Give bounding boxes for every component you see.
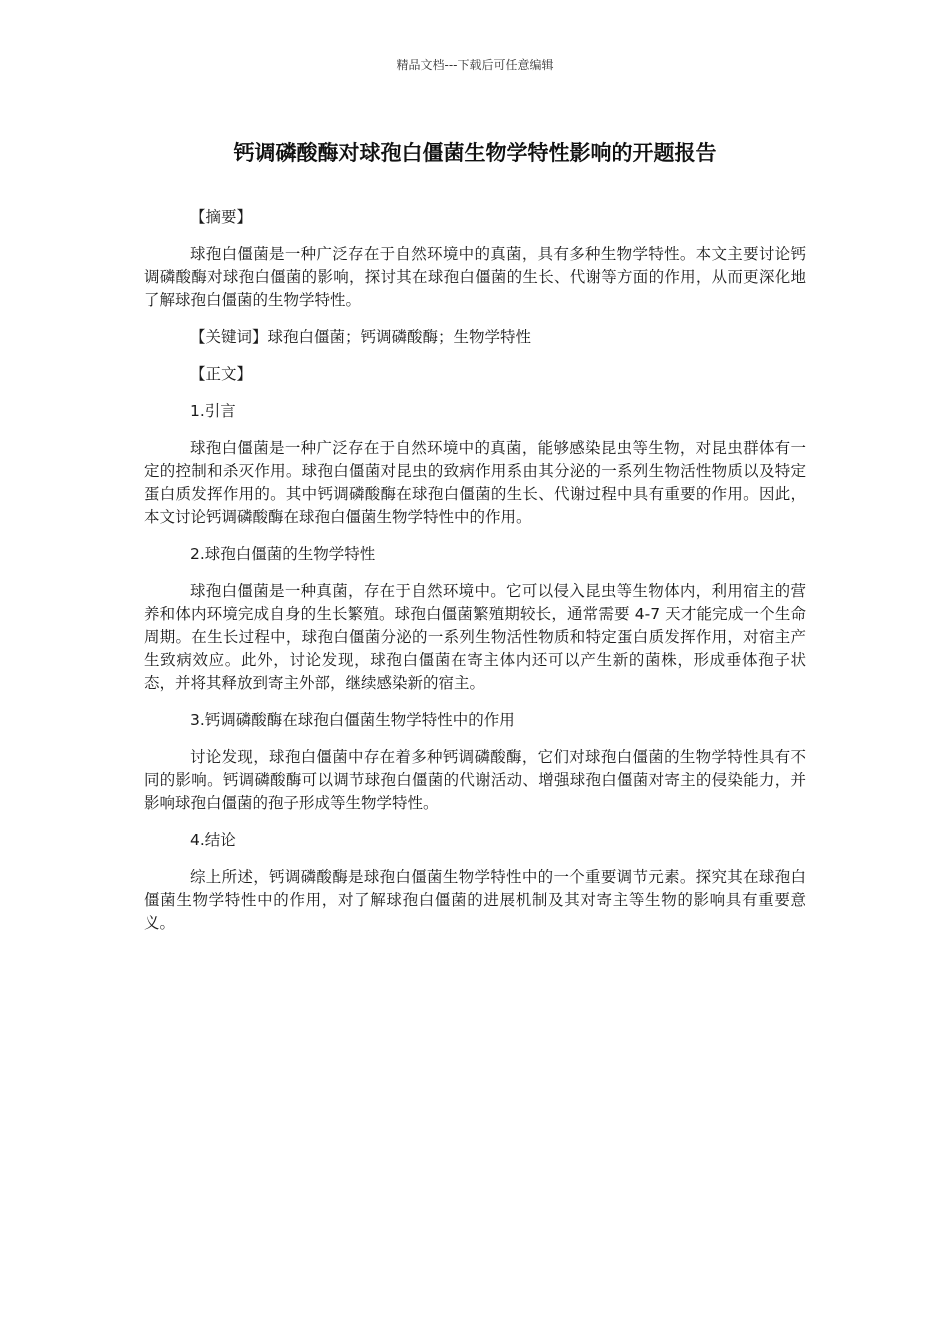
page-header-watermark: 精品文档---下载后可任意编辑 [396, 58, 554, 72]
body-label: 【正文】 [190, 365, 253, 383]
section-heading-calcineurin-role: 3.钙调磷酸酶在球孢白僵菌生物学特性中的作用 [190, 711, 515, 729]
section-heading-introduction: 1.引言 [190, 402, 236, 420]
abstract-paragraph: 球孢白僵菌是一种广泛存在于自然环境中的真菌，具有多种生物学特性。本文主要讨论钙调磷酸酶对球孢白僵菌的影响，探讨其在球孢白僵菌的生长、代谢等方面的作用，从而更深化地了解球孢白僵菌的生物学特性。 [144, 245, 806, 309]
document-title: 钙调磷酸酶对球孢白僵菌生物学特性影响的开题报告 [233, 141, 717, 165]
section-paragraph-calcineurin-role: 讨论发现，球孢白僵菌中存在着多种钙调磷酸酶，它们对球孢白僵菌的生物学特性具有不同的影响。钙调磷酸酶可以调节球孢白僵菌的代谢活动、增强球孢白僵菌对寄主的侵染能力，并影响球孢白僵菌的孢子形成等生物学特性。 [144, 748, 806, 812]
section-paragraph-introduction: 球孢白僵菌是一种广泛存在于自然环境中的真菌，能够感染昆虫等生物，对昆虫群体有一定的控制和杀灭作用。球孢白僵菌对昆虫的致病作用系由其分泌的一系列生物活性物质以及特定蛋白质发挥作用的。其中钙调磷酸酶在球孢白僵菌的生长、代谢过程中具有重要的作用。因此，本文讨论钙调磷酸酶在球孢白僵菌生物学特性中的作用。 [144, 439, 806, 526]
document-body [144, 206, 806, 949]
keywords-line: 【关键词】球孢白僵菌；钙调磷酸酶；生物学特性 [190, 328, 532, 346]
section-paragraph-conclusion: 综上所述，钙调磷酸酶是球孢白僵菌生物学特性中的一个重要调节元素。探究其在球孢白僵菌生物学特性中的作用，对了解球孢白僵菌的进展机制及其对寄主等生物的影响具有重要意义。 [144, 868, 806, 932]
abstract-label: 【摘要】 [190, 208, 253, 226]
section-paragraph-biology: 球孢白僵菌是一种真菌，存在于自然环境中。它可以侵入昆虫等生物体内，利用宿主的营养和体内环境完成自身的生长繁殖。球孢白僵菌繁殖期较长，通常需要 4-7 天才能完成一个生命周期。在生长过程中，球孢白僵菌分泌的一系列生物活性物质和特定蛋白质发挥作用，对宿主产生致病效应。此外，讨论发现，球孢白僵菌在寄主体内还可以产生新的菌株，形成垂体孢子状态，并将其释放到寄主外部，继续感染新的宿主。 [144, 582, 806, 692]
section-heading-conclusion: 4.结论 [190, 831, 236, 849]
section-heading-biology: 2.球孢白僵菌的生物学特性 [190, 545, 376, 563]
